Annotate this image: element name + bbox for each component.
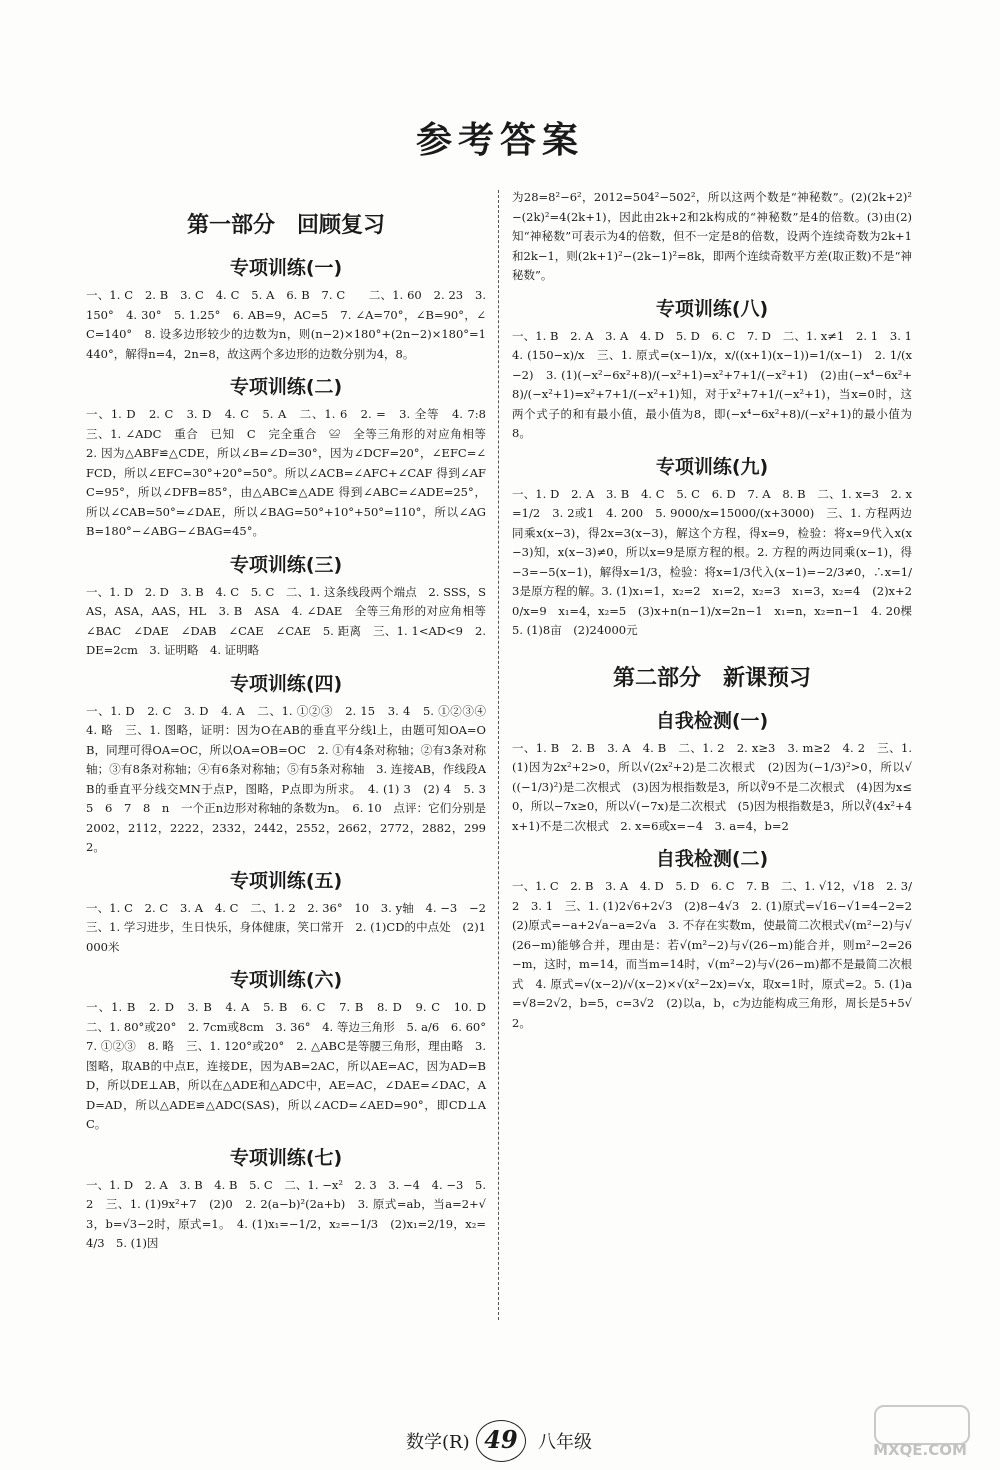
right-column xyxy=(512,188,924,1039)
section-heading: 专项训练(八) xyxy=(655,297,769,320)
watermark-logo xyxy=(850,1405,990,1465)
section-heading: 专项训练(五) xyxy=(229,869,343,892)
watermark-text: MXQE.COM xyxy=(873,1441,967,1459)
footer-subject: 数学(R) xyxy=(406,1432,470,1453)
page-number: 49 xyxy=(476,1420,526,1462)
section-heading: 专项训练(七) xyxy=(229,1146,343,1169)
page-title: 参考答案 xyxy=(415,120,584,161)
continued-answer: 为28=8²−6²，2012=504²−502²，所以这两个数是“神秘数”。(2)(2k+2)²−(2k)²=4(2k+1)，因此由2k+2和2k构成的“神秘数”是4的倍数。(3)由(2)知“神秘数”可表示为4的倍数，但不一定是8的倍数，设两个连续奇数为2k+1和2k−1，则(2k+1)²−(2k−1)²=8k，即两个连续奇数平方差(取正数)不是“神秘数”。 xyxy=(512,190,912,282)
section-heading: 专项训练(九) xyxy=(655,455,769,478)
section-heading: 专项训练(一) xyxy=(229,257,343,279)
part-one-heading: 第一部分 回顾复习 xyxy=(186,213,385,238)
section-answers: 一、1. B 2. B 3. A 4. B 二、1. 2 2. x≥3 3. m≥2 4. 2 三、1. (1)因为2x²+2>0，所以√(2x²+2)是二次根式 (2)因为(−1/3)²>0，所以√((−1/3)²)是二次根式 (3)因为根指数是3，所以∛9不是二次根式 (4)因为x≤0，所以−7x≥0，所以√(−7x)是二次根式 (5)因为根指数是3，所以∛(4x²+4x+1)不是二次根式 2. x=6或x=−4 3. a=4，b=2 xyxy=(512,740,912,833)
watermark-seal-icon xyxy=(874,1405,970,1445)
column-divider xyxy=(498,190,500,1320)
section-answers: 一、1. B 2. D 3. B 4. A 5. B 6. C 7. B 8. D 9. C 10. D 二、1. 80°或20° 2. 7cm或8cm 3. 36° 4. 等边三角形 5. a/6 6. 60° 7. ①②③ 8. 略 三、1. 120°或20° 2. △ABC是等腰三角形，理由略 3. 图略，取AB的中点E，连接DE，因为AB=2AC，所以AE=AC，因为AD=BD，所以DE⊥AB，所以在△ADE和△ADC中，AE=AC，∠DAE=∠DAC，AD=AD，所以△ADE≌△ADC(SAS)，所以∠ACD=∠AED=90°，即CD⊥AC。 xyxy=(86,1000,498,1131)
part-two-heading: 第二部分 新课预习 xyxy=(612,665,811,691)
section-answers: 一、1. C 2. C 3. A 4. C 二、1. 2 2. 36° 10 3. y轴 4. −3 −2 三、1. 学习进步，生日快乐，身体健康，笑口常开 2. (1)CD的中点处 (2)1000米 xyxy=(86,900,498,954)
section-answers: 一、1. D 2. A 3. B 4. C 5. C 6. D 7. A 8. B 二、1. x=3 2. x=1/2 3. 2或1 4. 200 5. 9000/x=15000/(x+3000) 三、1. 方程两边同乘x(x−3)，得2x=3(x−3)，解这个方程，得x=9，检验：将x=9代入x(x−3)知，x(x−3)≠0，所以x=9是原方程的根。2. 方程的两边同乘(x−1)，得−3=−5(x−1)，解得x=1/3，检验：将x=1/3代入(x−1)=−2/3≠0，∴x=1/3是原方程的解。3. (1)x₁=1，x₂=2 x₁=2，x₂=3 x₁=3，x₂=4 (2)x+20/x=9 x₁=4，x₂=5 (3)x+n(n−1)/x=2n−1 x₁=n，x₂=n−1 4. 20棵 5. (1)8亩 (2)24000元 xyxy=(512,486,924,637)
section-answers: 一、1. C 2. B 3. A 4. D 5. D 6. C 7. B 二、1. √12，√18 2. 3/2 3. 1 三、1. (1)2√6+2√3 (2)8−4√3 2. (1)原式=√16−√1=4−2=2 (2)原式=−a+2√a−a=2√a 3. 不存在实数m，使最简二次根式√(m²−2)与√(26−m)能够合并，理由是：若√(m²−2)与√(26−m)能合并，则m²−2=26−m，这时，m=14，而当m=14时，√(m²−2)与√(26−m)都不是最简二次根式 4. 原式=√(x−2)/√(x−2)×√(x²−2x)=√x，取x=1时，原式=2。5. (1)a=√8=2√2，b=5，c=3√2 (2)以a，b，c为边能构成三角形，周长是5+5√2。 xyxy=(512,879,924,1030)
section-heading: 专项训练(三) xyxy=(229,553,343,576)
section-heading: 自我检测(一) xyxy=(655,709,769,732)
section-heading: 专项训练(四) xyxy=(229,672,343,695)
footer-grade: 八年级 xyxy=(538,1432,592,1453)
section-answers: 一、1. D 2. C 3. D 4. C 5. A 二、1. 6 2. = 3. 全等 4. 7:8 三、1. ∠ADC 重合 已知 C 完全重合 ≌ 全等三角形的对应角相等 2. 因为△ABF≌△CDE，所以∠B=∠D=30°，因为∠DCF=20°，∠EFC=∠FCD，所以∠EFC=30°+20°=50°。所以∠ACB=∠AFC+∠CAF 得到∠AFC=95°，所以∠DFB=85°，由△ABC≌△ADE 得到∠ABC=∠ADE=25°，所以∠CAB=50°=∠DAE，所以∠BAG=50°+10°+50°=110°，所以∠AGB=180°−∠ABG−∠BAG=45°。 xyxy=(86,407,498,538)
section-answers: 一、1. D 2. A 3. B 4. B 5. C 二、1. −x² 2. 3 3. −4 4. −3 5. 2 三、1. (1)9x²+7 (2)0 2. 2(a−b)²(2a+b) 3. 原式=ab，当a=2+√3，b=√3−2时，原式=1。 4. (1)x₁=−1/2，x₂=−1/3 (2)x₁=2/19，x₂=4/3 5. (1)因 xyxy=(86,1177,486,1250)
left-column xyxy=(86,188,498,1260)
section-answers: 一、1. B 2. A 3. A 4. D 5. D 6. C 7. D 二、1. x≠1 2. 1 3. 1 4. (150−x)/x 三、1. 原式=(x−1)/x，x/((x+1)(x−1))=1/(x−1) 2. 1/(x−2) 3. (1)(−x²−6x²+8)/(−x²+1)=x²+7+1/(−x²+1) (2)由(−x⁴−6x²+8)/(−x²+1)=x²+7+1/(−x²+1)知，对于x²+7+1/(−x²+1)，当x=0时，这两个式子的和有最小值，最小值为8，即(−x⁴−6x²+8)/(−x²+1)的最小值为8。 xyxy=(512,328,924,440)
section-heading: 专项训练(六) xyxy=(229,969,343,991)
section-heading: 自我检测(二) xyxy=(655,848,769,870)
section-answers: 一、1. C 2. B 3. C 4. C 5. A 6. B 7. C 二、1. 60 2. 23 3. 150° 4. 30° 5. 1.25° 6. AB=9，AC=5 7. ∠A=70°，∠B=90°，∠C=140° 8. 设多边形较少的边数为n，则(n−2)×180°+(2n−2)×180°=1440°，解得n=4，2n=8，故这两个多边形的边数分别为4，8。 xyxy=(86,288,486,361)
section-heading: 专项训练(二) xyxy=(229,376,343,398)
section-answers: 一、1. D 2. C 3. D 4. A 二、1. ①②③ 2. 15 3. 4 5. ①②③④ 4. 略 三、1. 图略，证明：因为O在AB的垂直平分线l上，由题可知OA=OB，同理可得OA=OC，所以OA=OB=OC 2. ①有4条对称轴；②有3条对称轴；③有8条对称轴；④有6条对称轴；⑤有5条对称轴 3. 连接AB，作线段AB的垂直平分线交MN于点P，图略，P点即为所求。 4. (1) 3 (2) 4 5. 3 5 6 7 8 n 一个正n边形对称轴的条数为n。 6. 10 点评：它们分别是2002，2112，2222，2332，2442，2552，2662，2772，2882，2992。 xyxy=(86,703,498,854)
section-answers: 一、1. D 2. D 3. B 4. C 5. C 二、1. 这条线段两个端点 2. SSS，SAS，ASA，AAS，HL 3. B ASA 4. ∠DAE 全等三角形的对应角相等 ∠BAC ∠DAE ∠DAB ∠CAE ∠CAE 5. 距离 三、1. 1<AD<9 2. DE=2cm 3. 证明略 4. 证明略 xyxy=(86,584,498,657)
